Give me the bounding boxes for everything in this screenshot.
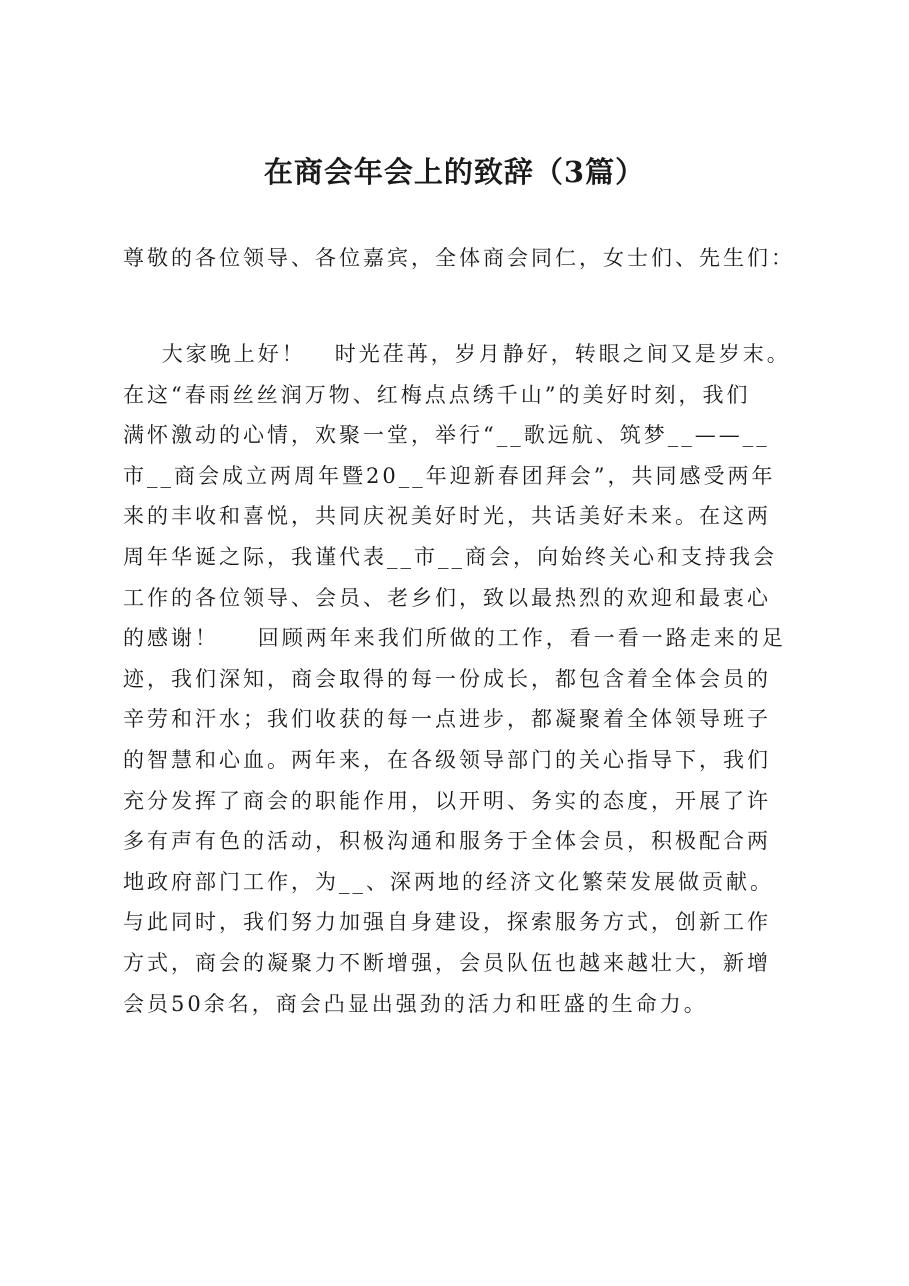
page-title: 在商会年会上的致辞（3篇）: [263, 155, 646, 189]
paragraph-line: 会员50余名，商会凸显出强劲的活力和旺盛的生命力。: [123, 991, 708, 1016]
paragraph-line: 辛劳和汗水；我们收获的每一点进步，都凝聚着全体领导班子: [123, 707, 771, 732]
paragraph-line: 充分发挥了商会的职能作用，以开明、务实的态度，开展了许: [123, 788, 771, 813]
paragraph-line: 周年华诞之际，我谨代表__市__商会，向始终关心和支持我会: [123, 544, 777, 569]
paragraph-line: 市__商会成立两周年暨20__年迎新春团拜会”，共同感受两年: [123, 463, 776, 488]
paragraph-line: 地政府部门工作，为__、深两地的经济文化繁荣发展做贡献。: [123, 869, 774, 894]
salutation: 尊敬的各位领导、各位嘉宾，全体商会同仁，女士们、先生们：: [123, 246, 795, 270]
paragraph-line: 满怀激动的心情，欢聚一堂，举行“__歌远航、筑梦__——__: [123, 423, 770, 448]
paragraph-line: 与此同时，我们努力加强自身建设，探索服务方式，创新工作: [123, 910, 771, 935]
paragraph-line: 的智慧和心血。两年来，在各级领导部门的关心指导下，我们: [123, 747, 771, 772]
paragraph-line: 多有声有色的活动，积极沟通和服务于全体会员，积极配合两: [123, 829, 771, 854]
paragraph-line: 在这“春雨丝丝润万物、红梅点点绣千山”的美好时刻，我们: [123, 382, 751, 407]
paragraph-line: 迹，我们深知，商会取得的每一份成长，都包含着全体会员的: [123, 666, 771, 691]
paragraph-line: 方式，商会的凝聚力不断增强，会员队伍也越来越壮大，新增: [123, 950, 771, 975]
paragraph-line: 来的丰收和喜悦，共同庆祝美好时光，共话美好未来。在这两: [123, 504, 771, 529]
paragraph-line: 工作的各位领导、会员、老乡们，致以最热烈的欢迎和最衷心: [123, 585, 771, 610]
paragraph-line: 大家晚上好！ 时光荏苒，岁月静好，转眼之间又是岁末。: [123, 342, 791, 366]
paragraph-line: 的感谢！ 回顾两年来我们所做的工作，看一看一路走来的足: [123, 626, 786, 651]
body-paragraph: [123, 334, 823, 1024]
